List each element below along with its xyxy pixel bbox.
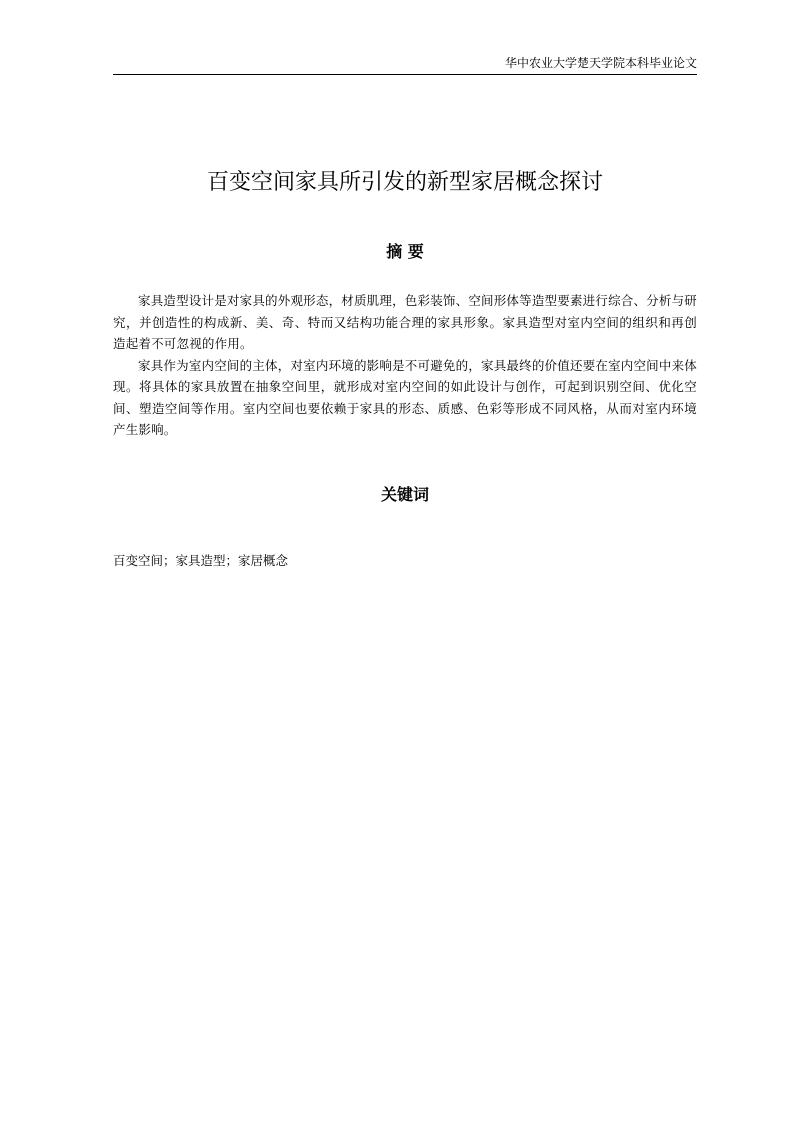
- keywords-text: 百变空间；家具造型；家居概念: [113, 553, 289, 568]
- header-rule: [113, 74, 697, 75]
- thesis-title: 百变空间家具所引发的新型家居概念探讨: [206, 170, 603, 195]
- abstract-body: [113, 290, 697, 441]
- abstract-paragraph-1: 家具造型设计是对家具的外观形态，材质肌理，色彩装饰、空间形体等造型要素进行综合、分析与研究，并创造性的构成新、美、奇、特而又结构功能合理的家具形象。家具造型对室内空间的组织和再创造起着不可忽视的作用。: [113, 293, 697, 351]
- running-header: 华中农业大学楚天学院本科毕业论文: [504, 56, 697, 70]
- abstract-heading: 摘 要: [386, 242, 424, 261]
- keywords-heading: 关键词: [380, 485, 429, 504]
- abstract-paragraph-2: 家具作为室内空间的主体，对室内环境的影响是不可避免的，家具最终的价值还要在室内空间中来体现。将具体的家具放置在抽象空间里，就形成对室内空间的如此设计与创作，可起到识别空间、优化空间、塑造空间等作用。室内空间也要依赖于家具的形态、质感、色彩等形成不同风格，从而对室内环境产生影响。: [113, 357, 697, 437]
